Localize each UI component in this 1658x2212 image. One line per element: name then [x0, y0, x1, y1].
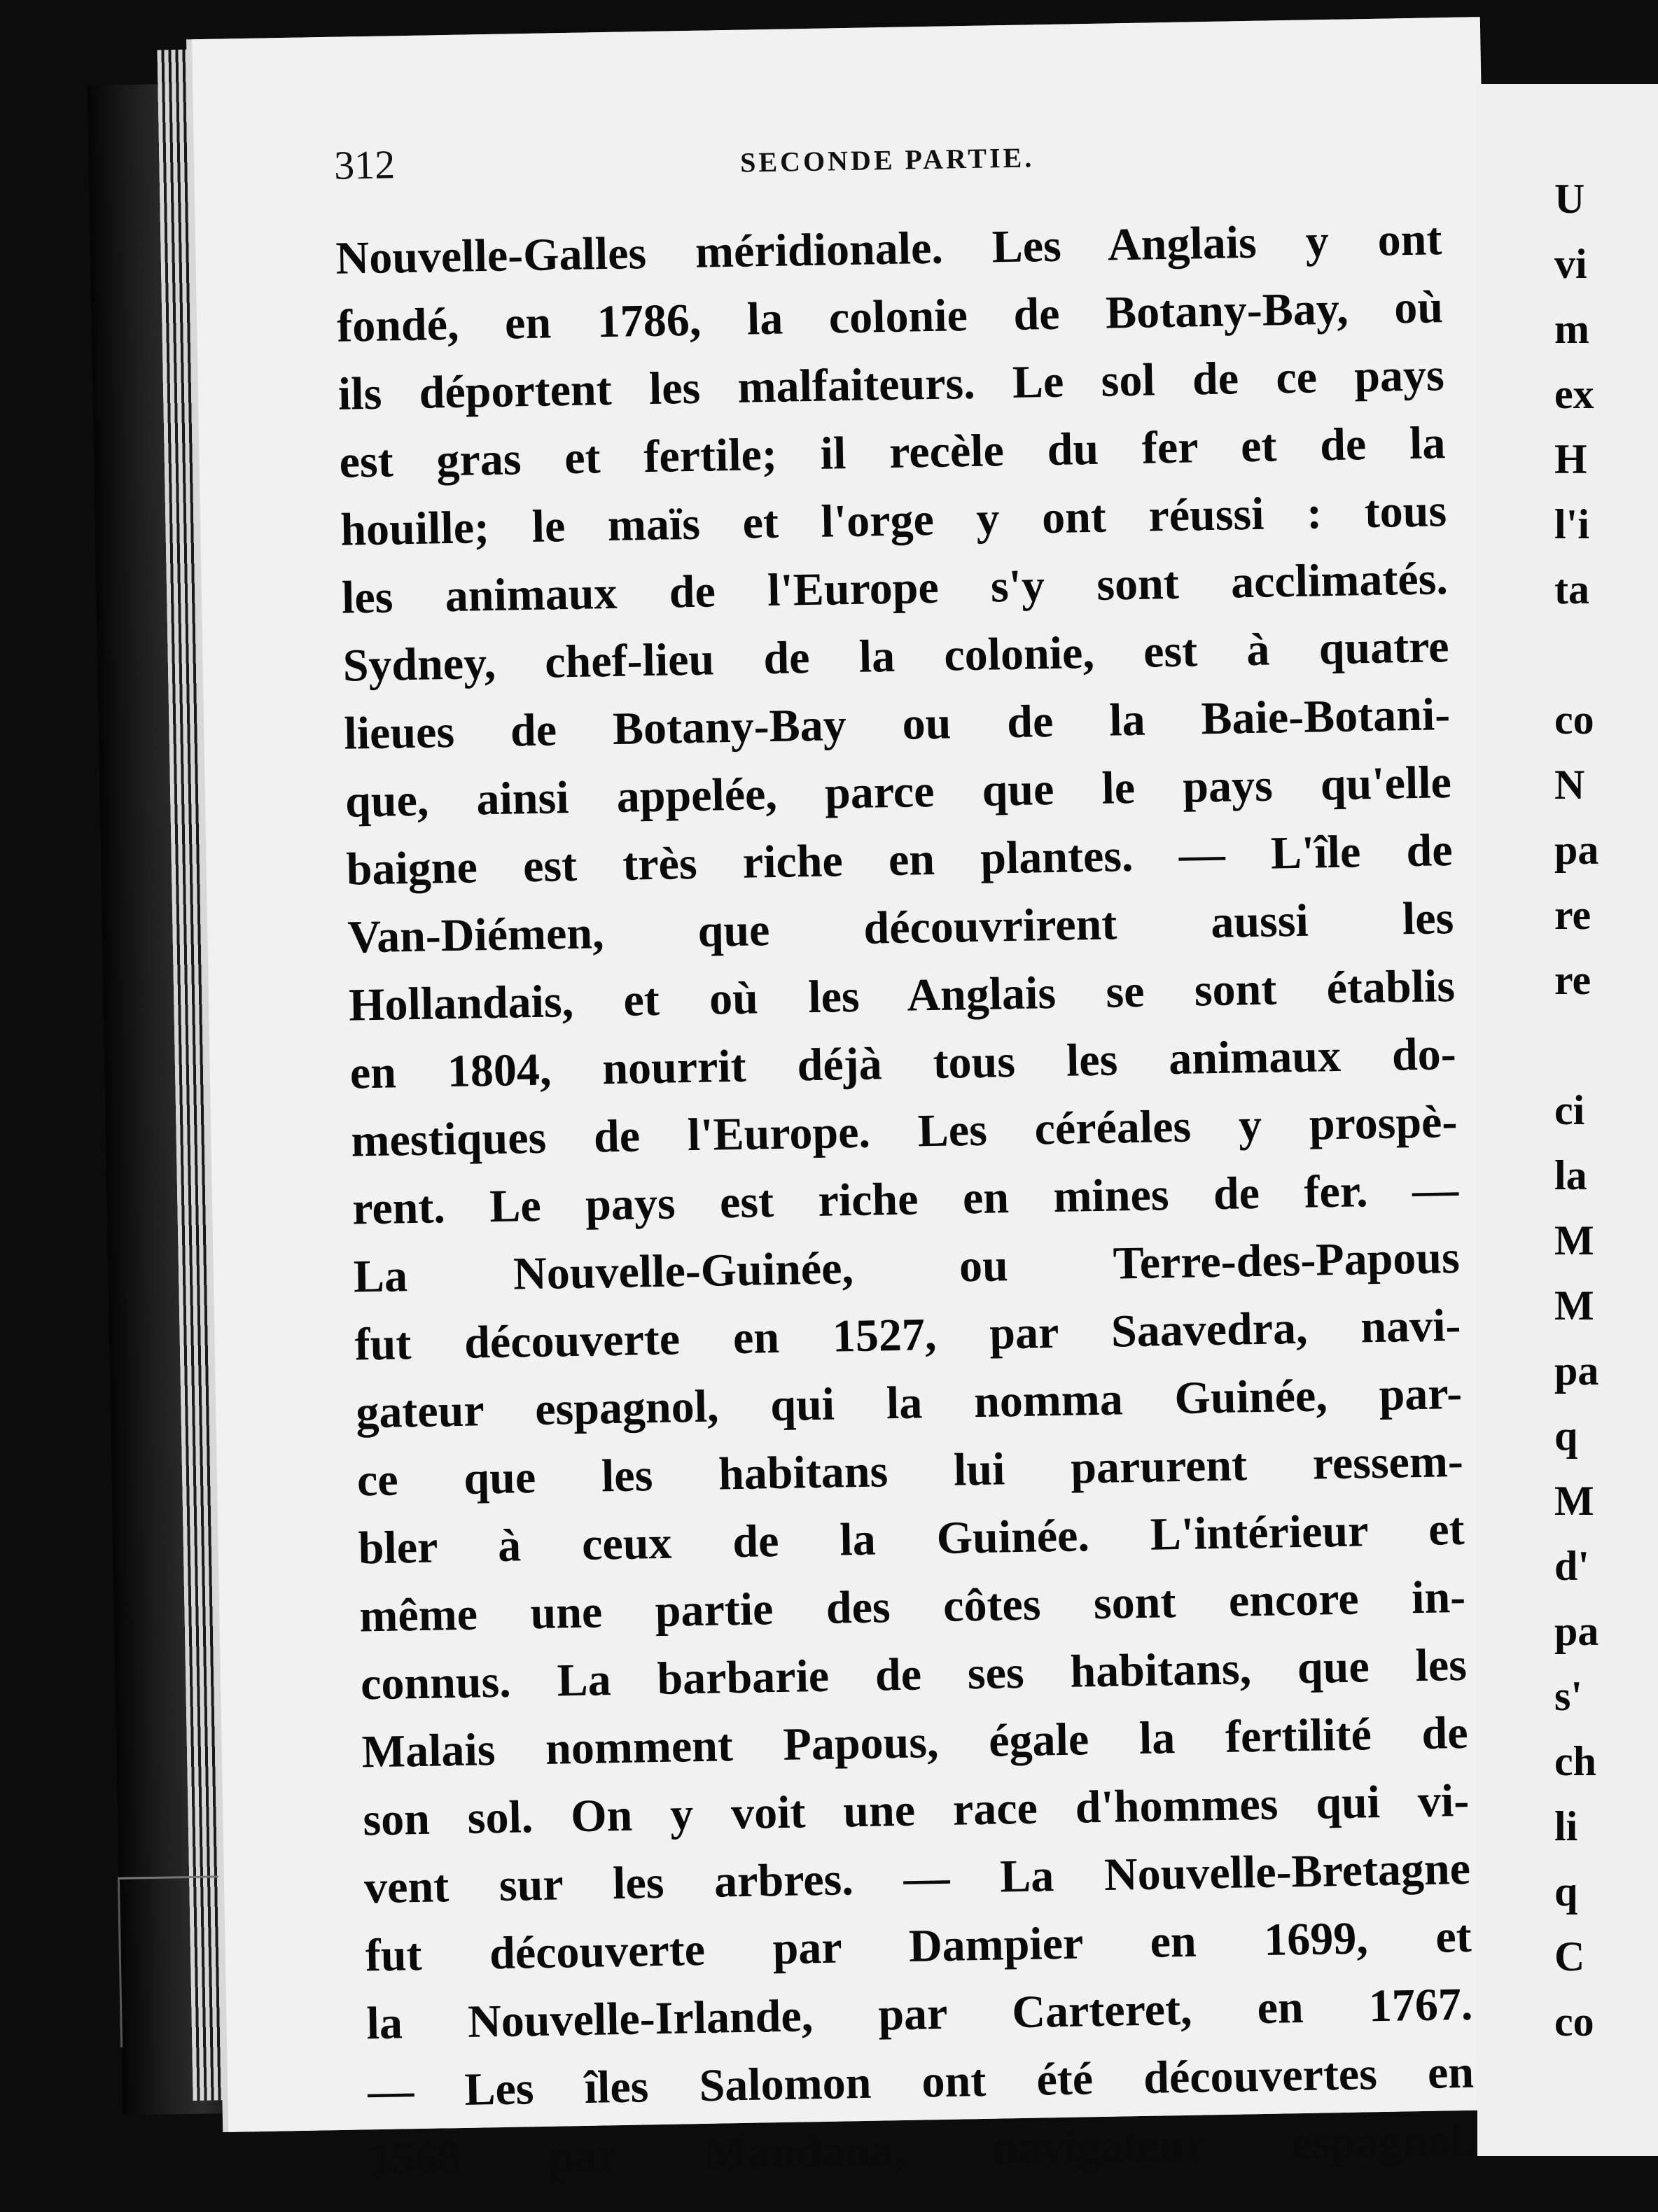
facing-page-fragment: C: [1554, 1933, 1585, 1980]
facing-page-fragment: la: [1554, 1152, 1587, 1198]
facing-page-fragment: li: [1554, 1803, 1578, 1849]
text-line: ils déportent les malfaiteurs. Le sol de ce pays: [337, 349, 1445, 420]
text-line: même une partie des côtes sont encore in-: [358, 1571, 1466, 1642]
text-line: mestiques de l'Europe. Les céréales y prospè-: [350, 1096, 1458, 1167]
facing-page-fragment: co: [1554, 696, 1594, 743]
text-line: Van-Diémen, que découvrirent aussi les: [347, 892, 1454, 963]
facing-page-fragment: l'i: [1554, 501, 1590, 547]
facing-page-fragment: pa: [1554, 1608, 1599, 1654]
text-line: lieues de Botany-Bay ou de la Baie-Botani-: [343, 689, 1451, 760]
text-line: la Nouvelle-Irlande, par Carteret, en 1767.: [365, 1978, 1473, 2050]
facing-page-fragment: ta: [1554, 566, 1589, 612]
text-line: en 1804, nourrit déjà tous les animaux do-: [349, 1028, 1457, 1099]
text-line: Sydney, chef-lieu de la colonie, est à quatre: [342, 621, 1450, 692]
facing-page-fragment: N: [1554, 762, 1585, 808]
facing-page-fragment: q: [1554, 1868, 1578, 1914]
facing-page-fragment: M: [1554, 1217, 1594, 1264]
facing-page-fragment: q: [1554, 1413, 1578, 1459]
facing-page-fragment: d': [1554, 1543, 1590, 1589]
page-number: 312: [333, 141, 396, 188]
text-line: fut découverte par Dampier en 1699, et: [365, 1910, 1472, 1982]
text-line: houille; le maïs et l'orge y ont réussi : tous: [340, 485, 1447, 556]
facing-page-fragment: ex: [1554, 371, 1594, 417]
text-block: [335, 205, 1476, 2193]
facing-page-fragment: H: [1554, 436, 1587, 482]
facing-page-fragment: ch: [1554, 1738, 1596, 1784]
text-line: 1568 par Mandana, navigateur espagnol.: [368, 2114, 1476, 2185]
text-line: bler à ceux de la Guinée. L'intérieur et: [358, 1503, 1465, 1574]
text-line: son sol. On y voit une race d'hommes qui vi-: [362, 1774, 1470, 1846]
text-line: fut découverte en 1527, par Saavedra, navi-: [354, 1299, 1462, 1371]
text-line: ce que les habitans lui parurent ressem-: [356, 1435, 1464, 1506]
page-header: [334, 122, 1442, 212]
text-line: connus. La barbarie de ses habitans, que les: [360, 1639, 1468, 1710]
text-line: Hollandais, et où les Anglais se sont établis: [348, 960, 1456, 1031]
facing-page-fragment: M: [1554, 1478, 1594, 1524]
facing-page-fragment: vi: [1554, 241, 1587, 287]
text-line: rent. Le pays est riche en mines de fer. —: [351, 1163, 1459, 1235]
text-line: fondé, en 1786, la colonie de Botany-Bay, où: [336, 281, 1444, 352]
text-line: Malais nomment Papous, égale la fertilité de: [361, 1707, 1469, 1778]
text-line: est gras et fertile; il recèle du fer et de la: [338, 417, 1447, 488]
book-page: [192, 17, 1517, 2185]
facing-page-fragment: pa: [1554, 1348, 1599, 1394]
facing-page-fragment: m: [1554, 306, 1589, 352]
facing-page-fragment: co: [1554, 1998, 1594, 2045]
next-page-edge: [1477, 84, 1658, 2156]
text-line: — Les îles Salomon ont été découvertes en: [367, 2046, 1475, 2118]
facing-page-fragment: re: [1554, 892, 1591, 938]
text-line: La Nouvelle-Guinée, ou Terre-des-Papous: [353, 1231, 1461, 1303]
facing-page-fragment: re: [1554, 957, 1591, 1003]
running-head: SECONDE PARTIE.: [739, 141, 1035, 178]
text-line: baigne est très riche en plantes. — L'île de: [346, 825, 1454, 895]
text-line: gateur espagnol, qui la nomma Guinée, par-: [355, 1367, 1463, 1438]
text-line: vent sur les arbres. — La Nouvelle-Bretagne: [363, 1842, 1471, 1914]
facing-page-fragment: pa: [1554, 827, 1599, 873]
facing-page-fragment: M: [1554, 1282, 1594, 1329]
page-body: [334, 122, 1476, 2193]
text-line: que, ainsi appelée, parce que le pays qu'elle: [344, 757, 1452, 827]
text-line: Nouvelle-Galles méridionale. Les Anglais y ont: [335, 214, 1442, 284]
facing-page-fragment: s': [1554, 1673, 1583, 1719]
facing-page-fragment: ci: [1554, 1087, 1585, 1133]
text-line: les animaux de l'Europe s'y sont acclimatés.: [341, 553, 1449, 624]
facing-page-fragment: U: [1554, 176, 1585, 222]
